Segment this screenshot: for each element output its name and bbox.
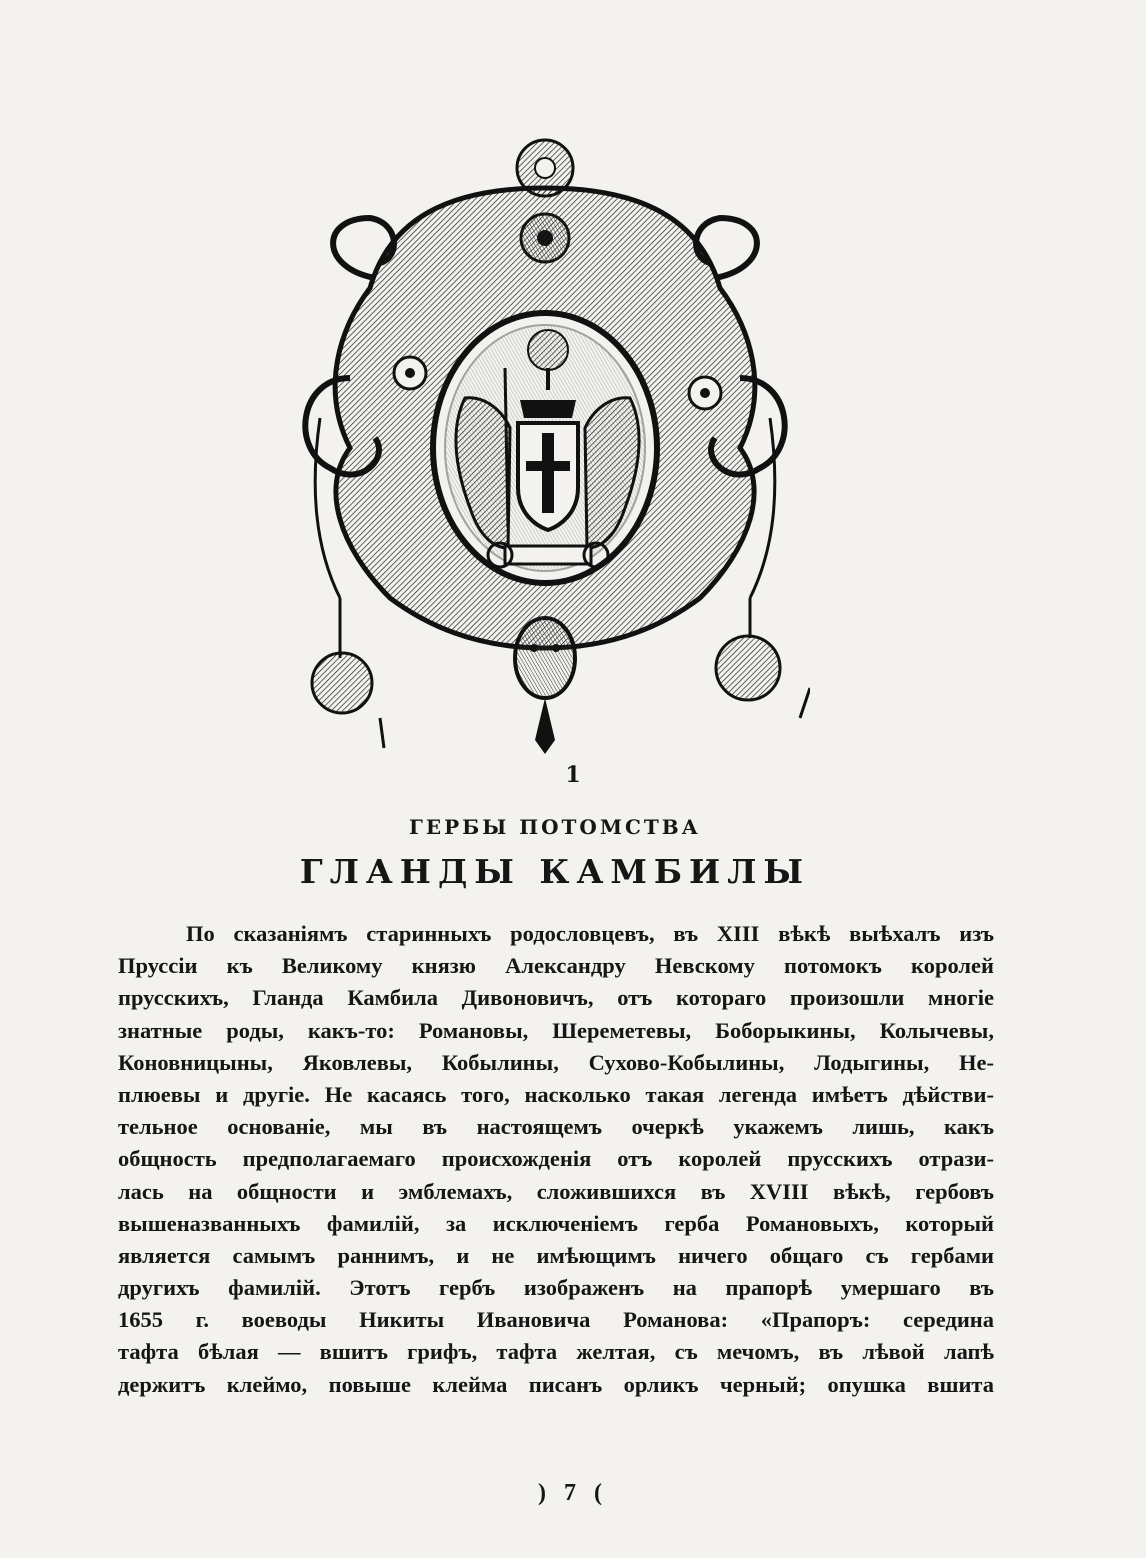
text-line: тафта бѣлая — вшитъ грифъ, тафта желтая, съ мечомъ, въ лѣвой лапѣ (118, 1339, 994, 1365)
text-line: плюевы и другіе. Не касаясь того, насколько такая легенда имѣетъ дѣйстви- (118, 1081, 994, 1107)
text-line: другихъ фамилій. Этотъ гербъ изображенъ на прапорѣ умершаго въ (118, 1275, 994, 1301)
text-line: прусскихъ, Гланда Камбила Дивоновичъ, отъ котораго произошли многіе (118, 985, 994, 1011)
text-line: 1655 г. воеводы Никиты Ивановича Романова: «Прапоръ: середина (118, 1307, 994, 1333)
section-heading-large: ГЛАНДЫ КАМБИЛЫ (299, 852, 811, 891)
text-line: лась на общности и эмблемахъ, сложившихся въ XVIII вѣкѣ, гербовъ (118, 1178, 994, 1204)
body-paragraph (118, 918, 994, 1401)
text-line: Коновницыны, Яковлевы, Кобылины, Сухово-Кобылины, Лодыгины, Не- (118, 1049, 994, 1075)
text-line: По сказаніямъ старинныхъ родословцевъ, въ XIII вѣкѣ выѣхалъ изъ (186, 921, 994, 946)
page-number: ) 7 ( (538, 1480, 608, 1506)
text-line: Пруссіи къ Великому князю Александру Невскому потомокъ королей (118, 953, 994, 979)
text-line: вышеназванныхъ фамилій, за исключеніемъ герба Романовыхъ, который (118, 1210, 994, 1236)
coat-of-arms-icon (280, 128, 810, 758)
text-line: тельное основаніе, мы въ настоящемъ очеркѣ укажемъ лишь, какъ (118, 1114, 994, 1140)
text-line: является самымъ раннимъ, и не имѣющимъ ничего общаго съ гербами (118, 1242, 994, 1268)
figure-number: 1 (565, 762, 581, 788)
text-line: знатные роды, какъ-то: Романовы, Шереметевы, Боборыкины, Колычевы, (118, 1017, 994, 1043)
text-line: держитъ клеймо, повыше клейма писанъ орликъ черный; опушка вшита (118, 1371, 994, 1397)
text-line: общность предполагаемаго происхожденія отъ королей прусскихъ отрази- (118, 1146, 994, 1172)
section-heading-small: ГЕРБЫ ПОТОМСТВА (409, 815, 701, 839)
